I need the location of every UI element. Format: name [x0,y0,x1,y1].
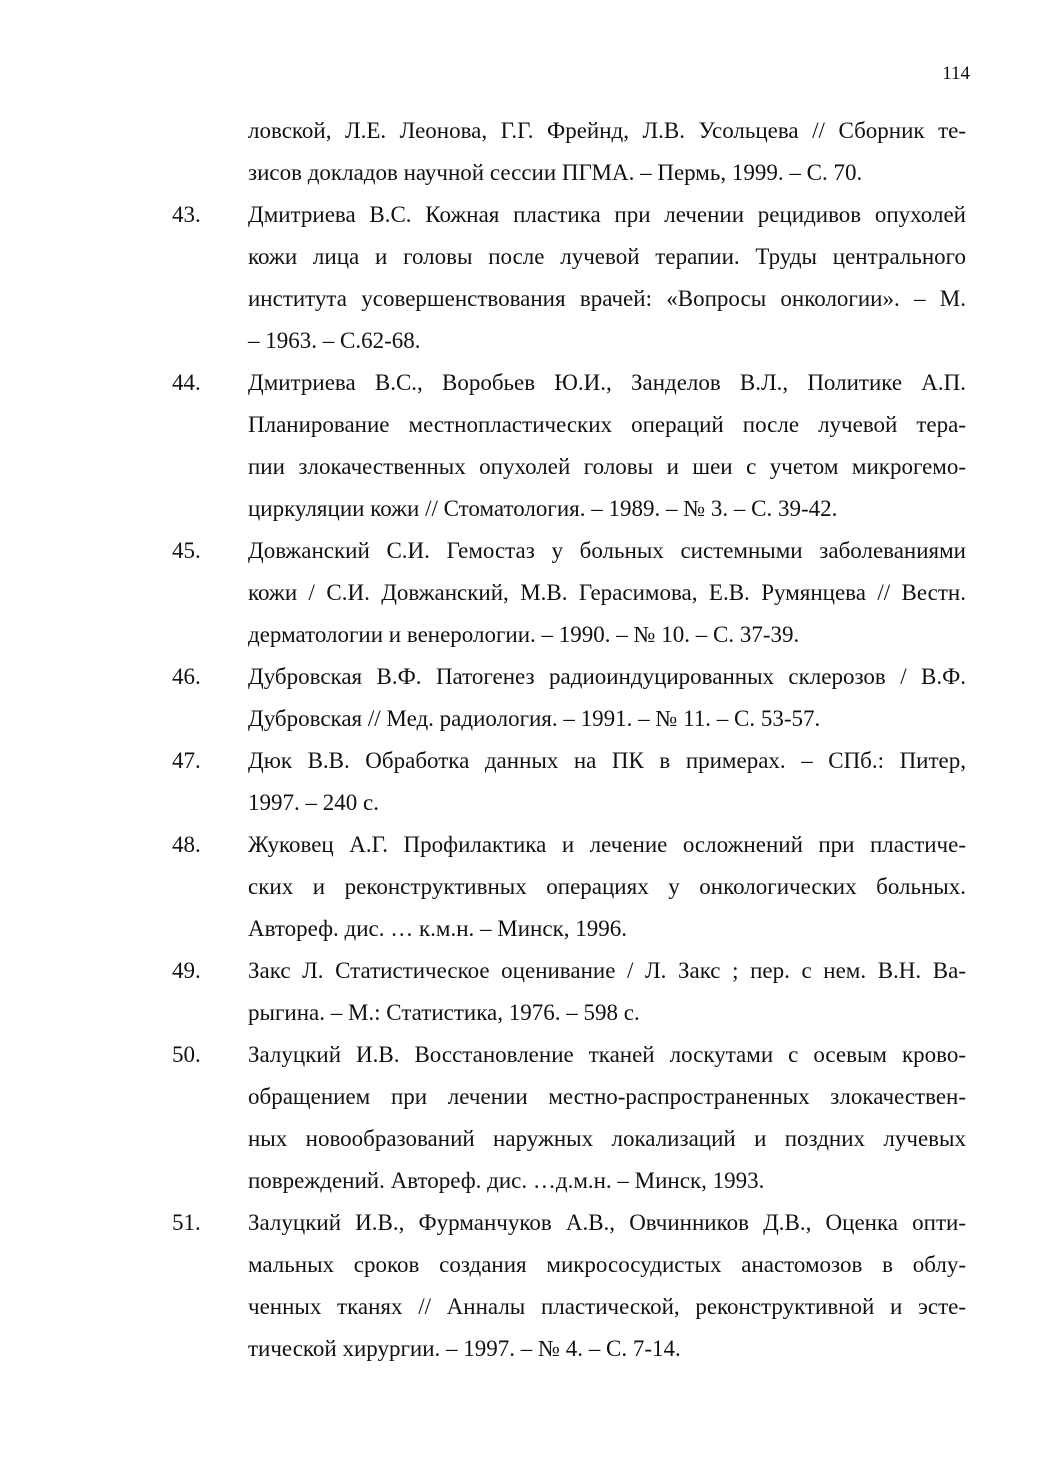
reference-line: Жуковец А.Г. Профилактика и лечение осложнений при пластиче- [248,832,966,857]
reference-line: Залуцкий И.В. Восстановление тканей лоскутами с осевым крово- [248,1042,966,1067]
reference-number: 43. [172,202,201,227]
reference-item [0,824,1039,950]
reference-item [0,1202,1039,1370]
reference-line: циркуляции кожи // Стоматология. – 1989. – № 3. – С. 39-42. [248,496,838,521]
reference-line: Планирование местнопластических операций после лучевой тера- [248,412,966,437]
reference-line: дерматологии и венерологии. – 1990. – № 10. – С. 37-39. [248,622,800,647]
reference-text [248,1202,966,1370]
reference-line: обращением при лечении местно-распространенных злокачествен- [248,1084,966,1109]
reference-number: 44. [172,370,201,395]
reference-line: 1997. – 240 с. [248,790,379,815]
reference-number: 45. [172,538,201,563]
reference-text [248,362,966,530]
reference-line: Дюк В.В. Обработка данных на ПК в примерах. – СПб.: Питер, [248,748,966,773]
reference-line: Довжанский С.И. Гемостаз у больных системными заболеваниями [248,538,966,563]
reference-line: ских и реконструктивных операциях у онкологических больных. [248,874,966,899]
reference-line: пии злокачественных опухолей головы и шеи с учетом микрогемо- [248,454,966,479]
page-number: 114 [942,63,970,84]
reference-item [0,740,1039,824]
reference-line: ченных тканях // Анналы пластической, реконструктивной и эсте- [248,1294,966,1319]
reference-line: тической хирургии. – 1997. – № 4. – С. 7-14. [248,1336,681,1361]
reference-text [248,194,966,362]
reference-line: кожи лица и головы после лучевой терапии. Труды центрального [248,244,966,269]
reference-item [0,1034,1039,1202]
reference-line: Залуцкий И.В., Фурманчуков А.В., Овчинников Д.В., Оценка опти- [248,1210,966,1235]
reference-number: 50. [172,1042,201,1067]
reference-text [248,530,966,656]
reference-text [248,110,966,194]
reference-line: – 1963. – С.62-68. [248,328,421,353]
reference-item [0,362,1039,530]
reference-number: 47. [172,748,201,773]
reference-line: рыгина. – М.: Статистика, 1976. – 598 с. [248,1000,640,1025]
reference-line: повреждений. Автореф. дис. …д.м.н. – Минск, 1993. [248,1168,765,1193]
reference-number: 48. [172,832,201,857]
reference-text [248,656,966,740]
reference-number: 49. [172,958,201,983]
reference-item [0,950,1039,1034]
reference-line: Дубровская // Мед. радиология. – 1991. – № 11. – С. 53-57. [248,706,821,731]
reference-line: Дубровская В.Ф. Патогенез радиоиндуцированных склерозов / В.Ф. [248,664,966,689]
reference-item [0,194,1039,362]
reference-text [248,1034,966,1202]
reference-line: Дмитриева В.С. Кожная пластика при лечении рецидивов опухолей [248,202,966,227]
reference-line: мальных сроков создания микрососудистых анастомозов в облу- [248,1252,966,1277]
reference-line: ловской, Л.Е. Леонова, Г.Г. Фрейнд, Л.В. Усольцева // Сборник те- [248,118,966,143]
reference-item [0,530,1039,656]
reference-list [0,110,1039,1370]
reference-number: 46. [172,664,201,689]
reference-item [0,656,1039,740]
reference-text [248,740,966,824]
reference-line: института усовершенствования врачей: «Вопросы онкологии». – М. [248,286,966,311]
reference-text [248,950,966,1034]
reference-line: Дмитриева В.С., Воробьев Ю.И., Занделов В.Л., Политике А.П. [248,370,966,395]
reference-line: Автореф. дис. … к.м.н. – Минск, 1996. [248,916,627,941]
reference-number: 51. [172,1210,201,1235]
reference-line: зисов докладов научной сессии ПГМА. – Пермь, 1999. – С. 70. [248,160,863,185]
reference-line: Закс Л. Статистическое оценивание / Л. Закс ; пер. с нем. В.Н. Ва- [248,958,966,983]
reference-item [0,110,1039,194]
reference-text [248,824,966,950]
reference-line: ных новообразований наружных локализаций и поздних лучевых [248,1126,966,1151]
reference-line: кожи / С.И. Довжанский, М.В. Герасимова, Е.В. Румянцева // Вестн. [248,580,966,605]
